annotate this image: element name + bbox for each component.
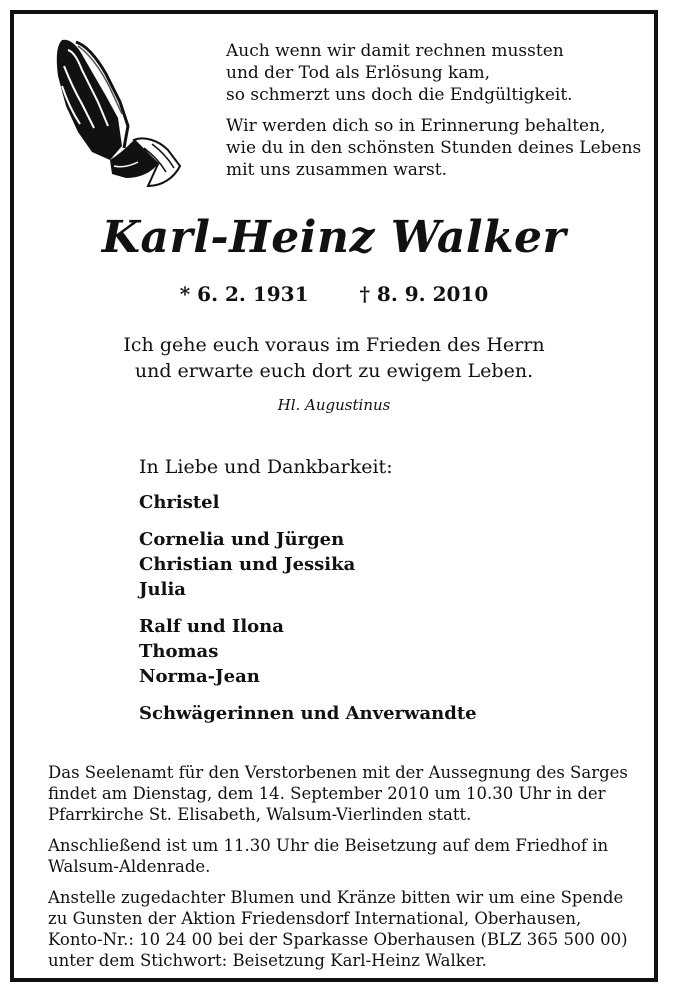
notice-line: zu Gunsten der Aktion Friedensdorf International, Oberhausen, bbox=[48, 909, 582, 928]
mourners-intro: In Liebe und Dankbarkeit: bbox=[139, 456, 393, 478]
mourner-group bbox=[139, 527, 639, 602]
obituary-frame bbox=[10, 10, 658, 982]
deceased-name: Karl-Heinz Walker bbox=[101, 212, 567, 263]
donation-notice bbox=[48, 887, 648, 971]
notice-line: Anschließend ist um 11.30 Uhr die Beisetzung auf dem Friedhof in bbox=[48, 836, 609, 855]
mourners-list bbox=[139, 456, 639, 738]
poem-line: wie du in den schönsten Stunden deines Lebens bbox=[226, 138, 642, 158]
mourner-name: Cornelia und Jürgen bbox=[139, 529, 345, 550]
intro-poem bbox=[226, 40, 656, 190]
death-date: † 8. 9. 2010 bbox=[359, 282, 489, 306]
poem-stanza-2 bbox=[226, 115, 656, 181]
poem-line: mit uns zusammen warst. bbox=[226, 160, 448, 180]
mourner-name: Christian und Jessika bbox=[139, 554, 356, 575]
mourner-name: Norma-Jean bbox=[139, 666, 260, 687]
burial-notice bbox=[48, 835, 648, 877]
quote bbox=[14, 332, 654, 384]
quote-line: Ich gehe euch voraus im Frieden des Herrn bbox=[123, 334, 545, 356]
notice-line: Das Seelenamt für den Verstorbenen mit der Aussegnung des Sarges bbox=[48, 763, 628, 782]
mourner-name: Ralf und Ilona bbox=[139, 616, 284, 637]
notice-line: Konto-Nr.: 10 24 00 bei der Sparkasse Oberhausen (BLZ 365 500 00) bbox=[48, 930, 628, 949]
mass-notice bbox=[48, 762, 648, 825]
mourner-name: Christel bbox=[139, 492, 220, 513]
notice-line: unter dem Stichwort: Beisetzung Karl-Heinz Walker. bbox=[48, 951, 487, 970]
quote-source: Hl. Augustinus bbox=[277, 396, 391, 414]
notice-line: findet am Dienstag, dem 14. September 2010 um 10.30 Uhr in der bbox=[48, 784, 606, 803]
mourner-name: Thomas bbox=[139, 641, 219, 662]
life-dates bbox=[14, 282, 654, 306]
poem-stanza-1 bbox=[226, 40, 656, 106]
quote-line: und erwarte euch dort zu ewigem Leben. bbox=[134, 360, 534, 382]
mourner-group bbox=[139, 614, 639, 689]
notice-line: Pfarrkirche St. Elisabeth, Walsum-Vierlinden statt. bbox=[48, 805, 472, 824]
mourner-name: Schwägerinnen und Anverwandte bbox=[139, 703, 477, 724]
poem-line: und der Tod als Erlösung kam, bbox=[226, 63, 490, 83]
poem-line: so schmerzt uns doch die Endgültigkeit. bbox=[226, 85, 573, 105]
mourner-group bbox=[139, 701, 639, 726]
notice-line: Anstelle zugedachter Blumen und Kränze bitten wir um eine Spende bbox=[48, 888, 624, 907]
funeral-notes bbox=[48, 762, 648, 981]
birth-date: * 6. 2. 1931 bbox=[179, 282, 309, 306]
mourner-name: Julia bbox=[139, 579, 186, 600]
poem-line: Wir werden dich so in Erinnerung behalten, bbox=[226, 116, 606, 136]
poem-line: Auch wenn wir damit rechnen mussten bbox=[226, 41, 564, 61]
mourner-group bbox=[139, 490, 639, 515]
praying-hands-icon bbox=[48, 36, 188, 196]
notice-line: Walsum-Aldenrade. bbox=[48, 857, 211, 876]
